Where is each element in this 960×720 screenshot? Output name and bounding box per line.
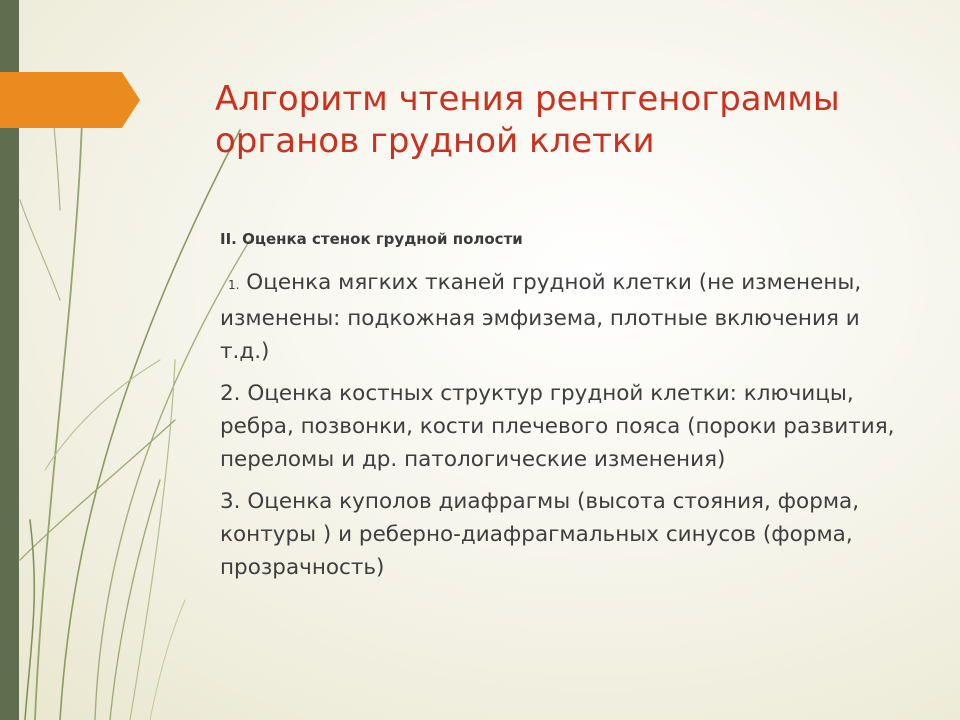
list-item-soft-tissues (220, 266, 910, 368)
item-text: Оценка мягких тканей грудной клетки (не изменены, изменены: подкожная эмфизема, плотные включения и т.д.) (220, 270, 862, 364)
title-line-2: органов грудной клетки (215, 121, 655, 161)
item-text: 3. Оценка куполов диафрагмы (высота стояния, форма, контуры ) и реберно-диафрагмальных синусов (форма, прозрачность) (220, 489, 860, 580)
list-item-bone-structures (220, 377, 910, 476)
accent-tab (0, 72, 140, 128)
item-text: 2. Оценка костных структур грудной клетки: ключицы, ребра, позвонки, кости плечевого пояса (пороки развития, переломы и др. патологические изменения) (220, 381, 895, 472)
section-heading: II. Оценка стенок грудной полости (220, 230, 523, 248)
list-item-diaphragm (220, 485, 910, 584)
slide-title (215, 78, 915, 162)
assessment-list (220, 266, 910, 593)
item-number: 1. (228, 278, 240, 292)
title-line-1: Алгоритм чтения рентгенограммы (215, 79, 840, 119)
